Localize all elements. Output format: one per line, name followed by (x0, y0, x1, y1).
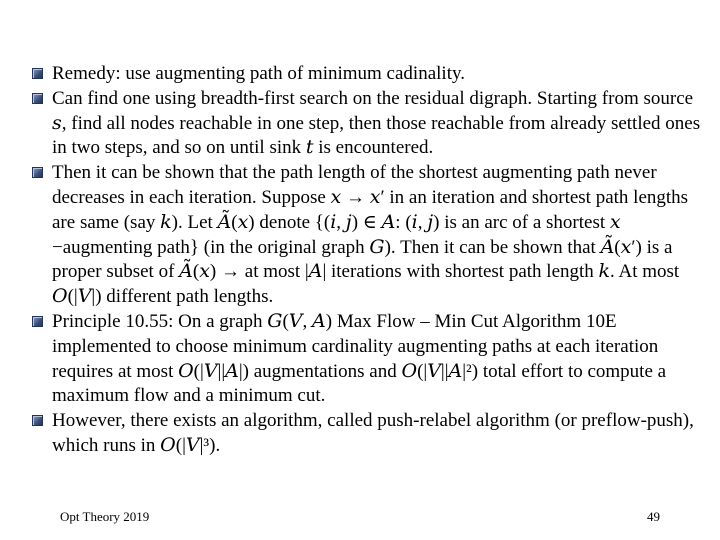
bullet-text: Can find one using breadth-first search on the residual digraph. Starting from source 𝑠, find all nodes reachable in one step, then those reachable from already settled ones in two steps, and so on until sink 𝑡 is encountered. (52, 87, 701, 159)
bullet-item (32, 87, 704, 161)
bullet-item (32, 161, 704, 310)
bullet-text: Principle 10.55: On a graph 𝐺(𝑉, 𝐴) Max Flow – Min Cut Algorithm 10E implemented to choose minimum cardinality augmenting paths at each iteration requires at most 𝑂(|𝑉||𝐴|) augmentations and 𝑂(|𝑉||𝐴|²) total effort to compute a maximum flow and a minimum cut. (52, 310, 667, 407)
square-bullet-icon (32, 167, 43, 178)
bullet-list (32, 62, 704, 459)
bullet-item (32, 62, 704, 87)
square-bullet-icon (32, 316, 43, 327)
footer-course-label: Opt Theory 2019 (60, 509, 150, 524)
square-bullet-icon (32, 93, 43, 104)
bullet-item (32, 409, 704, 459)
bullet-text: Remedy: use augmenting path of minimum cadinality. (52, 63, 465, 84)
square-bullet-icon (32, 415, 43, 426)
page-number: 49 (647, 509, 660, 524)
bullet-item (32, 310, 704, 409)
square-bullet-icon (32, 68, 43, 79)
bullet-text: Then it can be shown that the path length of the shortest augmenting path never decreases in each iteration. Suppose 𝑥 → 𝑥′ in an iteration and shortest path lengths are same (say 𝑘). Let 𝐴̃(𝑥) denote {(𝑖, 𝑗) ∈ 𝐴: (𝑖, 𝑗) is an arc of a shortest 𝑥 −augmenting path} (in the original graph 𝐺). Then it can be shown that 𝐴̃(𝑥′) is a proper subset of 𝐴̃(𝑥) → at most |𝐴| iterations with shortest path length 𝑘. At most 𝑂(|𝑉|) different path lengths. (52, 162, 689, 308)
bullet-text: However, there exists an algorithm, called push-relabel algorithm (or preflow-push), which runs in 𝑂(|𝑉|³). (52, 410, 694, 456)
